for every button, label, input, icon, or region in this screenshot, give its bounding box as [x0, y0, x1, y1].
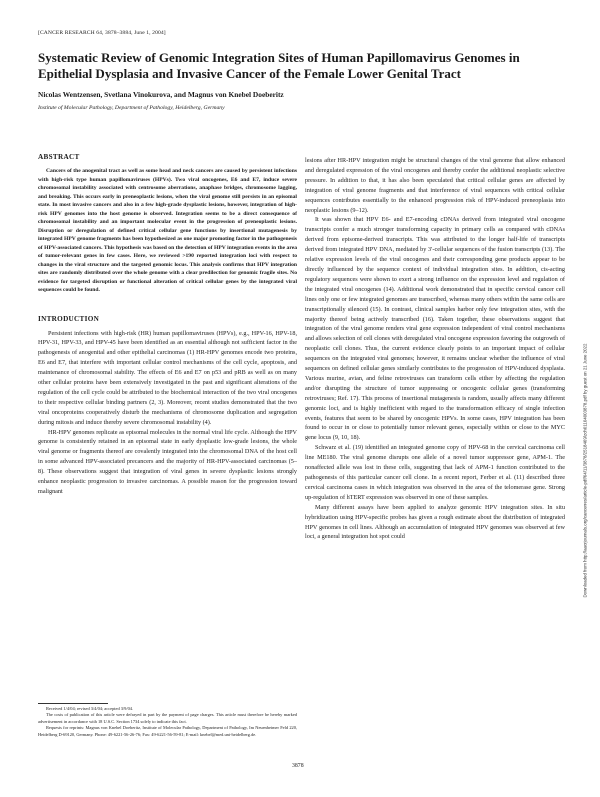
right-column [305, 156, 565, 542]
footnotes [38, 706, 297, 738]
right-paragraph-3: Schwarz et al. (19) identified an integrated genome copy of HPV-68 in the cervical carcinoma cell line ME180. The viral genome disrupts one allele of a novel tumor suppressor gene, APM-1. The nonaffected allele was lost in these cells, suggesting that lack of APM-1 function contributed to the pathogenesis of this particular cancer cell clone. In a recent report, Ferber et al. (11) described three cervical carcinoma cases in which integration was observed in the area of the telomerase gene. Strong up-regulation of hTERT expression was observed in one of these samples. [305, 444, 565, 501]
intro-paragraph-2: HR-HPV genomes replicate as episomal molecules in the normal viral life cycle. Although the HPV genome is consistently retained in an episomal state in early dysplastic low-grade lesions, the whole viral genome or fragments thereof are covalently integrated into the chromosomal DNA of the host cell in some advanced HPV-associated precancers and the majority of HR-HPV-associated carcinomas (5–8). These observations suggest that integration of viral genes in severe dysplastic lesions strongly enhance neoplastic progression to invasive carcinomas. A possible reason for the progression toward malignant [38, 428, 297, 495]
right-paragraph-1: lesions after HR-HPV integration might be structural changes of the viral genome that allow enhanced and deregulated expression of the viral oncogenes and thereby confer the additional neoplastic selective pressure. In addition to that, it has also been speculated that critical cellular genes are affected by integration of viral genome fragments and that interference of viral sequences with critical cellular sequences contributes essentially to the enhanced progression risk of HPV-induced preneoplasia into neoplastic lesions (9–12). [305, 157, 565, 214]
footnote-costs: The costs of publication of this article were defrayed in part by the payment of page charges. This article must therefore be hereby marked advertisement in accordance with 18 U.S.C. Section 1734 solely to indicate this fact. [38, 712, 297, 724]
footnote-divider [38, 703, 108, 704]
right-paragraph-4: Many different assays have been applied to analyze genomic HPV integration sites. In situ hybridization using HPV-specific probes has given a rough estimate about the distribution of integrated HPV genomes in cell lines. Although an accumulation of integrated HPV genomes was observed at few loci, a general integration hot spot could [305, 503, 565, 541]
footnote-reprints: Requests for reprints: Magnus von Knebel Doeberitz, Institute of Molecular Pathology, Department of Pathology, Im Neuenheimer Feld 220, Heidelberg D-69120, Germany. Phone: 49-6221-56-26-76; Fax: 49-6221-56-59-81; E-mail: knebel@med.uni-heidelberg.de. [38, 725, 297, 737]
introduction-heading: INTRODUCTION [38, 314, 100, 323]
abstract-text: Cancers of the anogenital tract as well as some head and neck cancers are caused by persistent infections with high-risk type human papillomaviruses (HPVs). Two viral oncogenes, E6 and E7, induce severe chromosomal instability associated with centrosome aberrations, anaphase bridges, chromosome lagging, and breaking. This occurs early in preneoplastic lesions, when the viral genome still persists in an episomal state. In most invasive cancers and also in a few high-grade dysplastic lesions, however, integration of high-risk HPV genomes into the host genome is observed. Integration seems to be a direct consequence of chromosomal instability and an important molecular event in the progression of preneoplastic lesions. Disruption or deregulation of defined critical cellular gene functions by insertional mutagenesis by integrated HPV genome fragments has been hypothesized as one major promoting factor in the pathogenesis of HPV-associated cancers. This hypothesis was based on the detection of HPV integration events in the area of tumor-relevant genes in few cases. Here, we reviewed >190 reported integration loci with respect to changes in the viral structure and the targeted genomic locus. This analysis confirms that HPV integration sites are randomly distributed over the whole genome with a clear predilection for genomic fragile sites. No evidence for targeted disruption or functional alteration of critical cellular genes by the integrated viral sequences could be found. [38, 168, 297, 293]
journal-header: [CANCER RESEARCH 64, 3878–3884, June 1, 2004] [38, 30, 166, 36]
author-affiliation: Institute of Molecular Pathology, Department of Pathology, Heidelberg, Germany [38, 105, 225, 111]
left-column [38, 153, 297, 497]
abstract-heading: ABSTRACT [38, 153, 80, 161]
author-list: Nicolas Wentzensen, Svetlana Vinokurova, and Magnus von Knebel Doeberitz [38, 90, 284, 99]
download-note[interactable]: Downloaded from http://aacrjournals.org/cancerres/article-pdf/64/11/3878/2518469/zch01104003878.pdf by guest on 21 June 2022 [582, 343, 588, 598]
right-paragraph-2: It was shown that HPV E6- and E7-encoding cDNAs derived from integrated viral oncogene transcripts confer a much stronger transforming capacity in primary cells as compared with cDNAs derived from episome-derived transcripts. This was attributed to the longer half-life of transcripts derived from integrated HPV DNA, mediated by 3′-cellular sequences of the fusion transcripts (13). The relative expression levels of the viral oncogenes and their corresponding gene products appear to be directly influenced by the sequence context of individual integration sites. In addition, cis-acting regulatory sequences were shown to exert a strong influence on the expression level and regulation of the integrated viral oncogenes (14). Additional work demonstrated that in specific cervical cancer cell lines only one or few integrated genomes are transcribed, whereas many others within the same cells are transcriptionally silenced (15). In contrast, clinical samples harbor only few integration sites, with the majority thereof being actively transcribed (16). Taken together, these observations suggest that integration of the viral genome renders viral gene expression independent of viral control mechanisms and allows selection of cell clones with deregulated viral oncogene expression favoring the outgrowth of neoplastic cell clones. Thus, the current evidence clearly points to an important impact of cellular sequences on the integrated viral genomes; however, it remains unclear whether the influence of viral sequences on defined cellular genes similarly contributes to the progression of HPV-induced dysplasia. Various murine, avian, and feline retroviruses can transform cells either by affecting the regulation and/or disrupting the structure of tumor suppressing or oncogenic cellular genes (transforming retroviruses; Ref. 17). This process of insertional mutagenesis is random, usually affects many different genomic loci, and is highly inefficient with regard to the transformation efficacy of single infection events, features that seem to be shared by oncogenic HPVs. In some cases, HPV integration has been found to occur in or close to potentially tumor relevant genes, especially within or close to the MYC gene locus (9, 10, 18). [305, 216, 565, 442]
footnote-received: Received 1/4/04; revised 3/4/04; accepted 3/9/04. [46, 706, 134, 711]
article-title: Systematic Review of Genomic Integration Sites of Human Papillomavirus Genomes in Epithelial Dysplasia and Invasive Cancer of the Female Lower Genital Tract [38, 50, 520, 81]
intro-paragraph-1: Persistent infections with high-risk (HR) human papillomaviruses (HPVs), e.g., HPV-16, HPV-18, HPV-31, HPV-33, and HPV-45 have been identified as an essential although not sufficient factor in the pathogenesis of anogenital and other epithelial carcinomas (1) HR-HPV genomes encode two proteins, E6 and E7, that interfere with important cellular control mechanisms of the cell cycle, apoptosis, and maintenance of chromosomal stability. The effects of E6 and E7 on p53 and pRB as well as on many other cellular proteins have been extensively investigated in the past and significant alterations of the regulation of the cell cycle could be attributed to the biochemical interaction of the two viral oncogenes to their respective cellular binding partners (2, 3). Moreover, recent studies demonstrated that the two viral oncoproteins cooperatively disturb the mechanisms of chromosome duplication and segregation during mitosis and induce thereby severe chromosomal instability (4). [38, 329, 297, 426]
page-number: 3878 [292, 763, 304, 769]
download-sidebar [580, 150, 590, 600]
